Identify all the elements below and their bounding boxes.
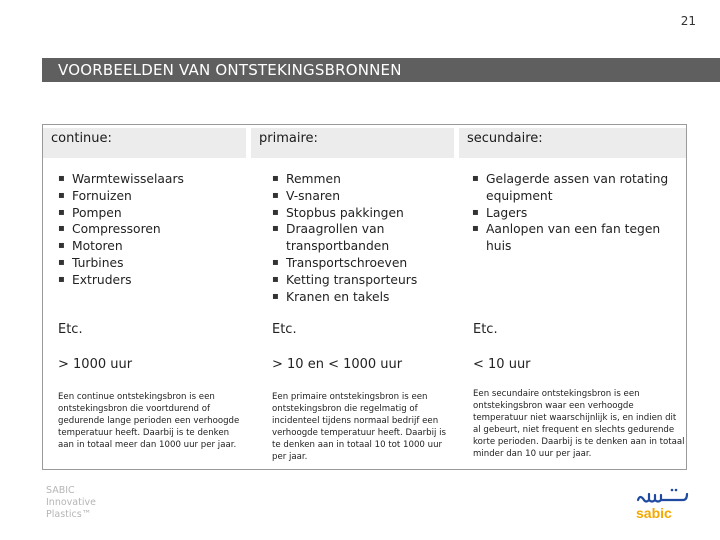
hours-range-continue: > 1000 uur bbox=[58, 357, 133, 372]
logo-line: Plastics™ bbox=[46, 509, 92, 520]
hours-range-primary: > 10 en < 1000 uur bbox=[272, 357, 403, 372]
list-item: ▪ Turbines bbox=[58, 255, 243, 272]
list-item: ▪ Gelagerde assen van rotating equipment bbox=[472, 171, 682, 205]
list-item: ▪ V-snaren bbox=[272, 188, 452, 205]
description-secondary: Een secundaire ontstekingsbron is een ontstekingsbron waar een verhoogde temperatuur niet waarschijnlijk is, en indien dit al gebeurt, niet frequent en slechts gedurende korte perioden. Daarbij is te denken aan in totaal minder dan 10 uur per jaar. bbox=[473, 389, 685, 459]
list-item: ▪ Draagrollen van transportbanden bbox=[272, 221, 452, 255]
column-header-secondary: secundaire: bbox=[459, 128, 686, 158]
list-item: ▪ Pompen bbox=[58, 205, 243, 222]
list-item: ▪ Transportschroeven bbox=[272, 255, 452, 272]
column-header-continue: continue: bbox=[43, 128, 246, 158]
list-item: ▪ Warmtewisselaars bbox=[58, 171, 243, 188]
etc-secondary: Etc. bbox=[473, 322, 498, 337]
list-item: ▪ Stopbus pakkingen bbox=[272, 205, 452, 222]
logo-line: Innovative bbox=[46, 497, 96, 508]
list-item: ▪ Kranen en takels bbox=[272, 289, 452, 306]
sabic-innovative-plastics-logo bbox=[46, 485, 96, 521]
secondary-sources-list bbox=[472, 171, 682, 255]
slide-title: VOORBEELDEN VAN ONTSTEKINGSBRONNEN bbox=[42, 58, 720, 82]
list-item: ▪ Aanlopen van een fan tegen huis bbox=[472, 221, 682, 255]
list-item: ▪ Fornuizen bbox=[58, 188, 243, 205]
etc-primary: Etc. bbox=[272, 322, 297, 337]
list-item: ▪ Compressoren bbox=[58, 221, 243, 238]
list-item: ▪ Motoren bbox=[58, 238, 243, 255]
hours-range-secondary: < 10 uur bbox=[473, 357, 531, 372]
continuous-sources-list bbox=[58, 171, 243, 289]
etc-continue: Etc. bbox=[58, 322, 83, 337]
column-header-primary: primaire: bbox=[251, 128, 454, 158]
description-continue: Een continue ontstekingsbron is een ontstekingsbron die voortdurend of gedurende lange perioden een verhoogde temperatuur heeft. Daarbij is te denken aan in totaal meer dan 1000 uur per jaar. bbox=[58, 392, 240, 450]
logo-line: SABIC bbox=[46, 485, 75, 496]
sabic-logo-text: sabic bbox=[636, 505, 672, 521]
list-item: ▪ Ketting transporteurs bbox=[272, 272, 452, 289]
description-primary: Een primaire ontstekingsbron is een ontstekingsbron die regelmatig of incidenteel tijdens normaal bedrijf een verhoogde temperatuur heeft. Daarbij is te denken aan in totaal 10 tot 1000 uur per jaar. bbox=[272, 392, 446, 462]
list-item: ▪ Remmen bbox=[272, 171, 452, 188]
sabic-logo bbox=[632, 484, 702, 524]
list-item: ▪ Extruders bbox=[58, 272, 243, 289]
list-item: ▪ Lagers bbox=[472, 205, 682, 222]
primary-sources-list bbox=[272, 171, 452, 305]
page-number: 21 bbox=[680, 14, 696, 28]
